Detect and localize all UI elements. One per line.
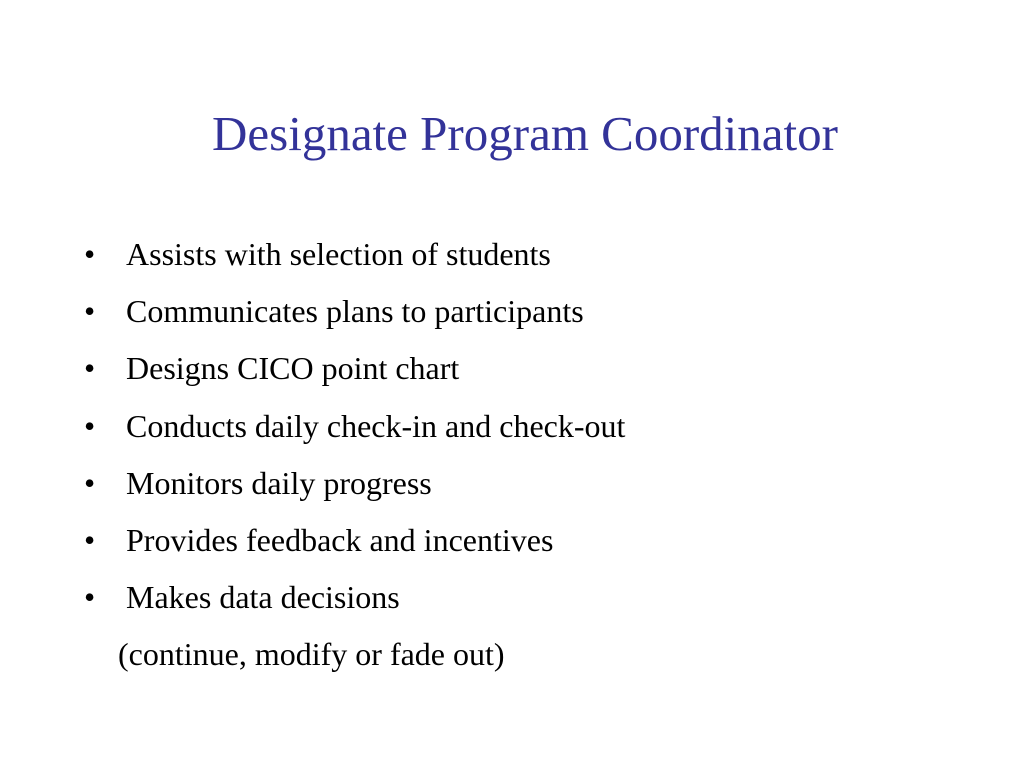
bullet-icon: • [84, 464, 96, 501]
bullet-text: Makes data decisions [126, 579, 400, 616]
bullet-icon: • [84, 521, 96, 558]
slide-title: Designate Program Coordinator [212, 106, 838, 161]
bullet-icon: • [84, 293, 96, 330]
bullet-icon: • [84, 350, 96, 387]
bullet-icon: • [84, 579, 96, 616]
bullet-text: Monitors daily progress [126, 464, 432, 501]
bullet-text: Conducts daily check-in and check-out [126, 407, 626, 444]
bullet-text: Assists with selection of students [126, 236, 551, 272]
bullet-text: Designs CICO point chart [126, 350, 460, 387]
bullet-icon: • [84, 407, 96, 444]
bullet-continuation: (continue, modify or fade out) [118, 636, 505, 672]
bullet-text: Communicates plans to participants [126, 293, 584, 330]
bullet-text: Provides feedback and incentives [126, 521, 554, 558]
bullet-icon: • [84, 236, 96, 272]
